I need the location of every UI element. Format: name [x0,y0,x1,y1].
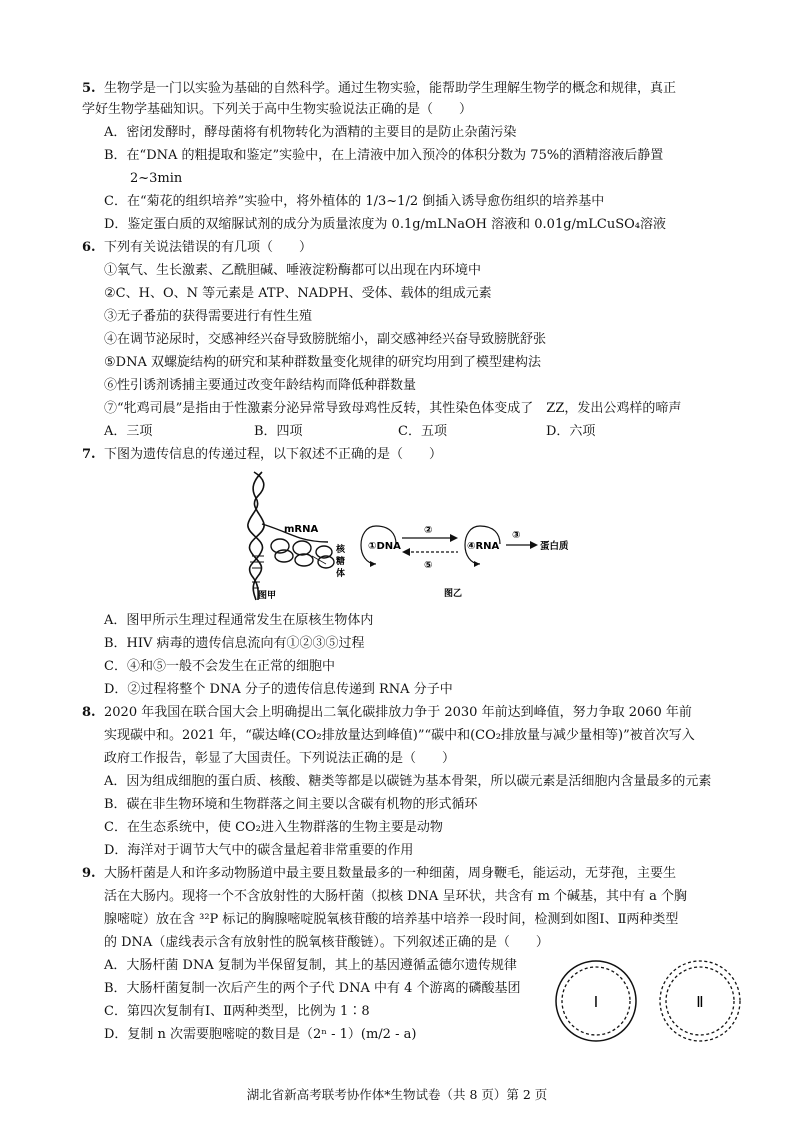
q6-option-b: B．四项 [254,424,303,439]
q5-option-c: C．在“菊花的组织培养”实验中，将外植体的 1/3~1/2 倒插入诱导愈伤组织的培养基中 [104,194,605,209]
fig-yi-step2-label: ② [424,525,433,536]
q6-item-4: ④在调节泌尿时，交感神经兴奋导致膀胱缩小，副交感神经兴奋导致膀胱舒张 [104,332,547,347]
q8-option-a: A．因为组成细胞的蛋白质、核酸、糖类等都是以碳链为基本骨架，所以碳元素是活细胞内含量最多的元素 [104,774,712,789]
dna-strand [248,472,263,600]
fig-jia-ribosome-label-2: 糖 [336,557,346,567]
q8-stem-line-2: 实现碳中和。2021 年，“碳达峰(CO₂排放量达到峰值)”“碳中和(CO₂排放量与减少量相等)”被首次写入 [104,728,695,743]
q5-number: 5. [82,81,96,96]
q6-item-6: ⑥性引诱剂诱捕主要通过改变年龄结构而降低种群数量 [104,378,417,393]
q5-option-a: A．密闭发酵时，酵母菌将有机物转化为酒精的主要目的是防止杂菌污染 [104,125,517,140]
figure-jia-transcription-translation [228,468,348,602]
q8-option-d: D．海洋对于调节大气中的碳含量起着非常重要的作用 [104,843,414,858]
fig-jia-caption: 图甲 [258,591,277,601]
q6-option-d: D．六项 [546,424,596,439]
fig-yi-step5-label: ⑤ [424,560,433,571]
q6-option-c: C．五项 [398,424,447,439]
q8-option-c: C．在生态系统中，使 CO₂进入生物群落的生物主要是动物 [104,820,443,835]
q7-option-c: C．④和⑤一般不会发生在正常的细胞中 [104,659,335,674]
dna-strand [249,472,264,600]
fig-yi-protein-label: 蛋白质 [540,541,569,552]
q7-option-d: D．②过程将整个 DNA 分子的遗传信息传递到 RNA 分子中 [104,682,453,697]
q7-stem: 下图为遗传信息的传递过程，以下叙述不正确的是（ ） [104,447,443,462]
ribosomes [271,539,334,568]
fig-jia-mrna-label: mRNA [284,524,319,535]
q6-item-1: ①氧气、生长激素、乙酰胆碱、唾液淀粉酶都可以出现在内环境中 [104,263,482,278]
figure-yi-central-dogma [350,520,580,602]
fig-jia-ribosome-label-1: 核 [336,545,346,555]
q6-number: 6. [82,240,96,255]
q9-option-c: C．第四次复制有Ⅰ、Ⅱ两种类型，比例为 1∶8 [104,1004,370,1019]
q5-option-b-line-2: 2~3min [130,171,183,186]
q5-option-d: D．鉴定蛋白质的双缩脲试剂的成分为质量浓度为 0.1g/mLNaOH 溶液和 0.01g/mLCuSO₄溶液 [104,217,666,232]
q9-stem-line-2: 活在大肠内。现将一个不含放射性的大肠杆菌（拟核 DNA 呈环状，共含有 m 个碱基，其中有 a 个胸 [104,889,688,904]
q5-stem-line-1: 生物学是一门以实验为基础的自然科学。通过生物实验，能帮助学生理解生物学的概念和规律，真正 [104,81,677,96]
q9-stem-line-1: 大肠杆菌是人和许多动物肠道中最主要且数量最多的一种细菌，周身鞭毛，能运动，无芽孢，主要生 [104,866,677,881]
q9-stem-line-3: 腺嘧啶）放在含 ³²P 标记的胸腺嘧啶脱氧核苷酸的培养基中培养一段时间，检测到如图Ⅰ、Ⅱ两种类型 [104,912,679,927]
q6-item-2: ②C、H、O、N 等元素是 ATP、NADPH、受体、载体的组成元素 [104,286,492,301]
fig-yi-caption: 图乙 [444,589,463,599]
dna-type-i [556,961,636,1041]
dna-type-ii [660,961,740,1041]
fig-yi-rna-label: ④RNA [467,541,500,552]
figure-dna-types [552,957,744,1045]
q9-option-a: A．大肠杆菌 DNA 复制为半保留复制，其上的基因遵循孟德尔遗传规律 [104,958,517,973]
q7-option-a: A．图甲所示生理过程通常发生在原核生物体内 [104,613,374,628]
q9-number: 9. [82,866,96,881]
q8-stem-line-3: 政府工作报告，彰显了大国责任。下列说法正确的是（ ） [104,751,456,766]
q6-item-7: ⑦“牝鸡司晨”是指由于性激素分泌异常导致母鸡性反转，其性染色体变成了 ZZ，发出公鸡样的啼声 [104,401,682,416]
q9-stem-line-4: 的 DNA（虚线表示含有放射性的脱氧核苷酸链）。下列叙述正确的是（ ） [104,935,549,950]
q7-number: 7. [82,447,96,462]
q8-stem-line-1: 2020 年我国在联合国大会上明确提出二氧化碳排放力争于 2030 年前达到峰值，努力争取 2060 年前 [104,705,692,720]
q6-item-3: ③无子番茄的获得需要进行有性生殖 [104,309,313,324]
fig-jia-ribosome-label-3: 体 [336,569,346,579]
fig-yi-step3-label: ③ [512,530,521,541]
q9-option-d: D．复制 n 次需要胞嘧啶的数目是（2ⁿ - 1）(m/2 - a) [104,1027,417,1042]
q8-option-b: B．碳在非生物环境和生物群落之间主要以含碳有机物的形式循环 [104,797,478,812]
q8-number: 8. [82,705,96,720]
page-footer: 湖北省新高考联考协作体*生物试卷（共 8 页）第 2 页 [246,1087,548,1102]
q6-option-a: A．三项 [104,424,153,439]
q7-option-b: B．HIV 病毒的遗传信息流向有①②③⑤过程 [104,636,365,651]
dna-type-ii-label: Ⅱ [696,993,704,1011]
q6-item-5: ⑤DNA 双螺旋结构的研究和某种群数量变化规律的研究均用到了模型建构法 [104,355,541,370]
q6-stem: 下列有关说法错误的有几项（ ） [104,240,313,255]
dna-type-i-label: Ⅰ [593,993,599,1011]
q5-stem-line-2: 学好生物学基础知识。下列关于高中生物实验说法正确的是（ ） [82,102,473,117]
fig-yi-dna-label: ①DNA [368,541,401,552]
q5-option-b-line-1: B．在“DNA 的粗提取和鉴定”实验中，在上清液中加入预冷的体积分数为 75%的酒精溶液后静置 [104,148,664,163]
q9-option-b: B．大肠杆菌复制一次后产生的两个子代 DNA 中有 4 个游离的磷酸基团 [104,981,521,996]
